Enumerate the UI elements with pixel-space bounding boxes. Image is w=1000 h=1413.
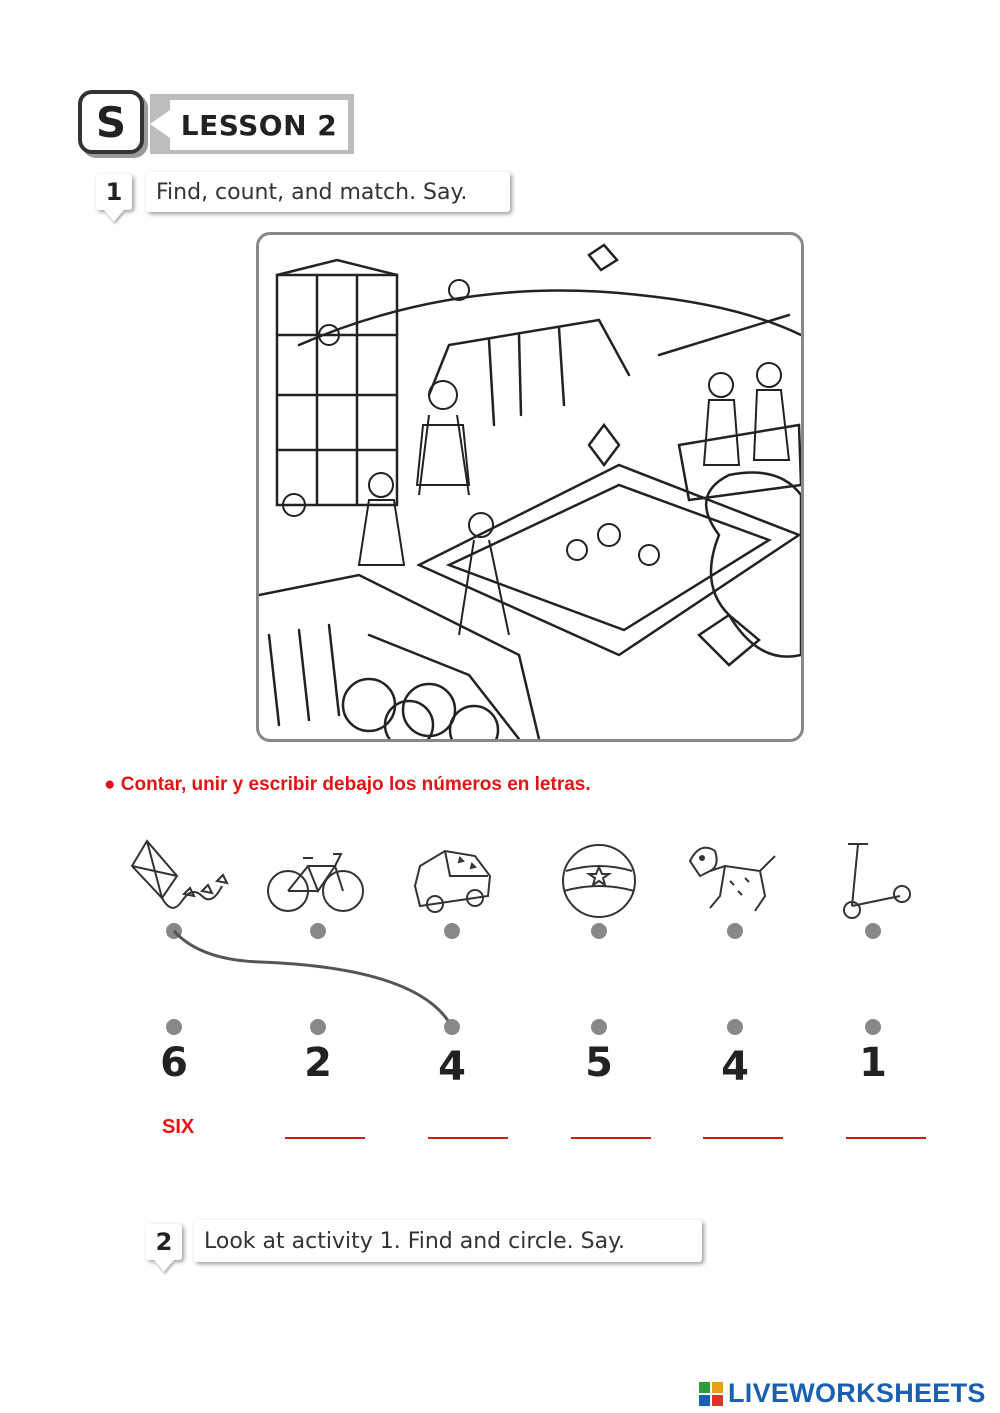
activity1-instruction: Find, count, and match. Say. <box>146 172 510 212</box>
match-dot-bottom-6[interactable] <box>865 1019 881 1035</box>
lesson-title: LESSON 2 <box>170 100 348 150</box>
match-dot-bottom-5[interactable] <box>727 1019 743 1035</box>
match-line <box>174 931 452 1027</box>
count-number-6: 1 <box>859 1040 887 1086</box>
match-dot-bottom-1[interactable] <box>166 1019 182 1035</box>
answer-line-6[interactable] <box>846 1137 926 1139</box>
answer-line-5[interactable] <box>703 1137 783 1139</box>
answer-line-3[interactable] <box>428 1137 508 1139</box>
activity2-pointer <box>154 1260 174 1272</box>
answer-text-1[interactable]: SIX <box>162 1116 195 1138</box>
brand-name: LIVEWORKSHEETS <box>728 1378 986 1408</box>
count-number-1: 6 <box>160 1040 188 1086</box>
liveworksheets-logo-icon <box>698 1381 724 1407</box>
liveworksheets-brand[interactable] <box>698 1378 986 1409</box>
match-dot-bottom-2[interactable] <box>310 1019 326 1035</box>
count-number-3: 4 <box>438 1044 466 1090</box>
activity2-instruction: Look at activity 1. Find and circle. Say. <box>194 1220 702 1262</box>
answer-line-4[interactable] <box>571 1137 651 1139</box>
answer-line-2[interactable] <box>285 1137 365 1139</box>
spanish-instruction-text: Contar, unir y escribir debajo los números en letras. <box>120 774 591 795</box>
match-dot-bottom-4[interactable] <box>591 1019 607 1035</box>
activity1-number: 1 <box>96 174 132 210</box>
lesson-badge: S <box>78 90 144 154</box>
spanish-instruction: ● Contar, unir y escribir debajo los números en letras. <box>104 774 591 795</box>
count-number-5: 4 <box>721 1044 749 1090</box>
activity2-number: 2 <box>146 1224 182 1260</box>
count-number-4: 5 <box>585 1040 613 1086</box>
count-number-2: 2 <box>304 1040 332 1086</box>
match-dot-bottom-3[interactable] <box>444 1019 460 1035</box>
